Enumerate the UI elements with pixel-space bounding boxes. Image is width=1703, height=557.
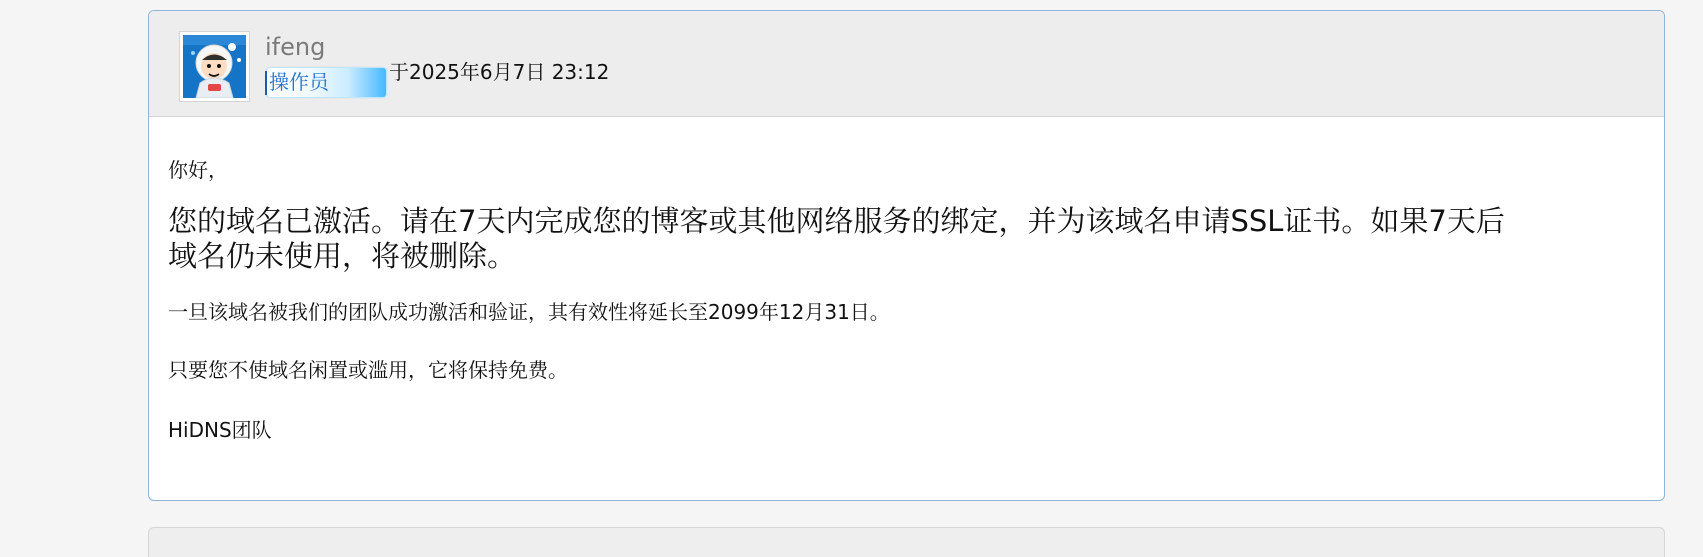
reply-message-card (148, 10, 1665, 501)
message-header (149, 11, 1664, 117)
author-name[interactable]: ifeng (265, 33, 326, 61)
post-date: 于2025年6月7日 23:12 (389, 60, 610, 84)
signature-text: HiDNS团队 (168, 418, 272, 442)
cartoon-astronaut-avatar-icon (183, 35, 246, 98)
avatar (179, 31, 250, 102)
free-policy-text: 只要您不使域名闲置或滥用，它将保持免费。 (168, 358, 568, 382)
operator-role-badge: 操作员 (266, 67, 387, 98)
activation-notice-line-2: 域名仍未使用，将被删除。 (168, 239, 517, 273)
activation-notice-line-1: 您的域名已激活。请在7天内完成您的博客或其他网络服务的绑定，并为该域名申请SSL证书。如果7天后 (168, 204, 1505, 238)
validity-text: 一旦该域名被我们的团队成功激活和验证，其有效性将延长至2099年12月31日。 (168, 300, 890, 324)
activation-notice (168, 204, 1505, 274)
greeting-text: 你好， (168, 158, 228, 182)
next-message-card (148, 527, 1665, 557)
message-body (168, 143, 1636, 488)
